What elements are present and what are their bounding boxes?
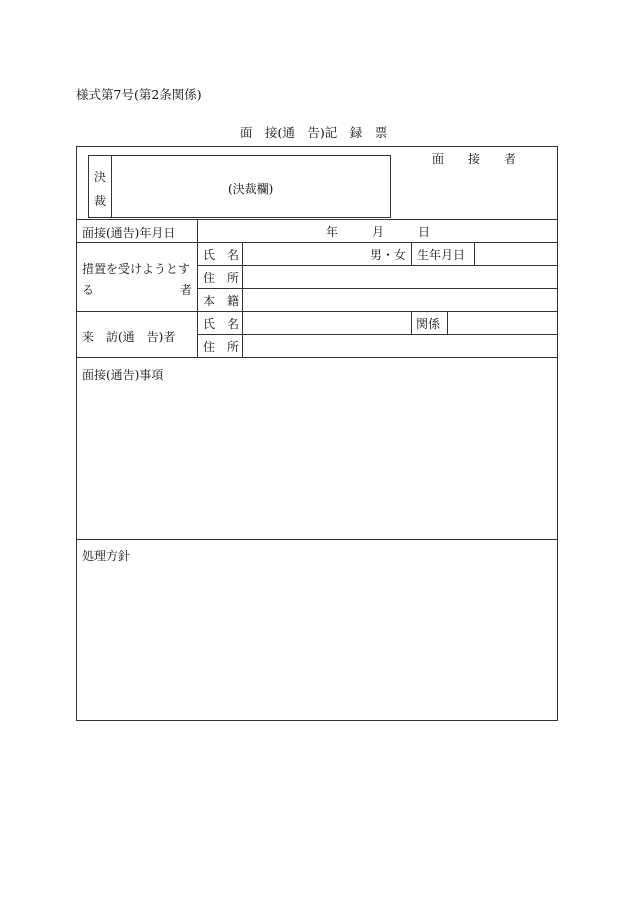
visitor-address-label: 住 所 xyxy=(203,340,240,354)
interviewer-label: 面 接 者 xyxy=(432,152,517,166)
form-number: 様式第7号(第2条関係) xyxy=(76,87,202,102)
rule-subject-bottom xyxy=(76,311,558,312)
rule-label-column xyxy=(197,219,198,357)
month-label: 月 xyxy=(372,225,385,239)
subject-label-line2b: 者 xyxy=(180,283,193,297)
rule-gender-divider xyxy=(411,242,412,265)
address-label: 住 所 xyxy=(203,271,240,285)
matters-label: 面接(通告)事項 xyxy=(82,368,164,382)
relation-label: 関係 xyxy=(416,317,441,331)
subject-label-line1: 措置を受けようとす xyxy=(82,262,191,276)
rule-matters-bottom xyxy=(76,539,558,540)
rule-relation-divider-left xyxy=(411,311,412,334)
approval-divider xyxy=(111,155,112,218)
rule-address-bottom xyxy=(197,288,558,289)
approval-field[interactable]: (決裁欄) xyxy=(228,182,274,196)
rule-date-bottom xyxy=(76,242,558,243)
policy-label: 処理方針 xyxy=(82,549,131,563)
rule-visitor-bottom xyxy=(76,357,558,358)
visitor-name-label: 氏 名 xyxy=(203,317,240,331)
interview-date-label: 面接(通告)年月日 xyxy=(82,226,176,240)
approval-label-top: 決 xyxy=(94,170,107,184)
rule-visitor-name-bottom xyxy=(197,334,558,335)
year-label: 年 xyxy=(326,225,339,239)
approval-label-bottom: 裁 xyxy=(94,194,107,208)
rule-birthdate-divider xyxy=(474,242,475,265)
gender-field[interactable]: 男・女 xyxy=(370,248,407,262)
subject-label-line2a: る xyxy=(82,283,95,297)
rule-sublabel-column xyxy=(242,242,243,357)
birthdate-label: 生年月日 xyxy=(417,248,466,262)
rule-name-bottom xyxy=(197,265,558,266)
domicile-label: 本 籍 xyxy=(203,294,240,308)
rule-relation-divider-right xyxy=(447,311,448,334)
form-title: 面 接(通 告)記 録 票 xyxy=(240,125,388,140)
rule-date-top xyxy=(76,219,558,220)
name-label: 氏 名 xyxy=(203,248,240,262)
visitor-label: 来 訪(通 告)者 xyxy=(82,330,176,344)
day-label: 日 xyxy=(418,225,431,239)
